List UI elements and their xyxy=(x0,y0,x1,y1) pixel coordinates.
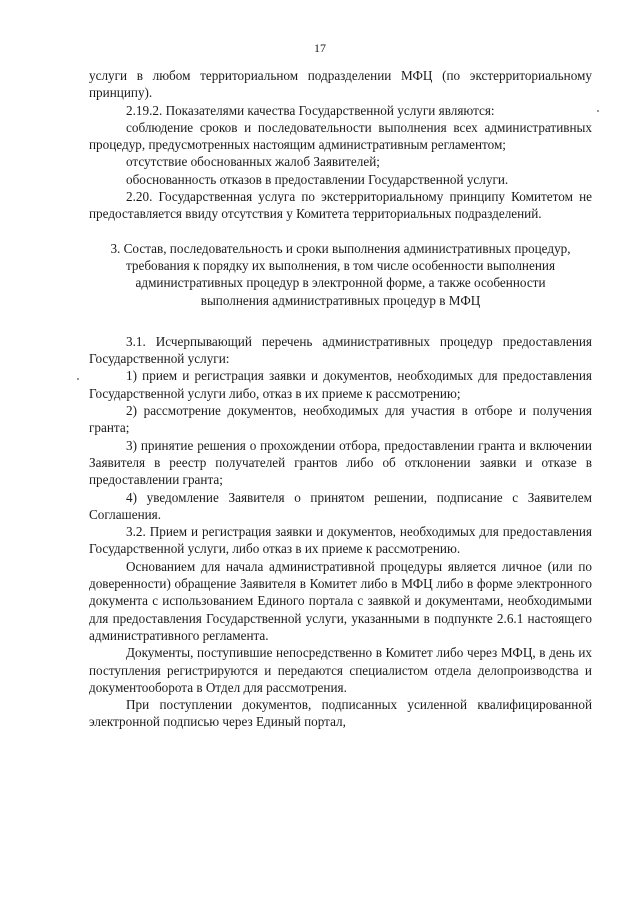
section-heading: 3. Состав, последовательность и сроки выполнения административных процедур, требования к порядку их выполнения, в том числе особенности выполнения административных процедур в электронной форме, а также особенности выполнения административных процедур в МФЦ xyxy=(110,240,571,308)
page-number: 17 xyxy=(314,41,326,55)
list-item-1: 1) прием и регистрация заявки и документов, необходимых для предоставления Государственной услуги либо, отказ в их приеме к рассмотрению; xyxy=(89,368,592,401)
paragraph-no-complaints: отсутствие обоснованных жалоб Заявителей; xyxy=(126,154,380,170)
paragraph-grounds: Основанием для начала административной процедуры является личное (или по доверенности) обращение Заявителя в Комитет либо в МФЦ либо в форме электронного документа с использованием Единого портала с заявкой и документами, необходимыми для предоставления Государственной услуги, указанными в подпункте 2.6.1 настоящего административного регламента. xyxy=(89,558,592,643)
list-item-4: 4) уведомление Заявителя о принятом решении, подписание с Заявителем Соглашения. xyxy=(89,489,592,522)
scan-speck xyxy=(597,110,599,112)
list-item-2: 2) рассмотрение документов, необходимых для участия в отборе и получения гранта; xyxy=(89,403,592,436)
paragraph-2-20: 2.20. Государственная услуга по экстерриториальному принципу Комитетом не предоставляется ввиду отсутствия у Комитета территориальных подразделений. xyxy=(89,189,592,222)
paragraph-3-2: 3.2. Прием и регистрация заявки и документов, необходимых для предоставления Государственной услуги, либо отказ в их приеме к рассмотрению. xyxy=(89,524,592,557)
paragraph-refusals: обоснованность отказов в предоставлении Государственной услуги. xyxy=(126,171,509,187)
paragraph-quality-indicators: 2.19.2. Показателями качества Государственной услуги являются: xyxy=(126,102,495,118)
paragraph-deadlines: соблюдение сроков и последовательности выполнения всех административных процедур, предусмотренных настоящим административным регламентом; xyxy=(89,119,592,153)
paragraph-electronic-signature: При поступлении документов, подписанных усиленной квалифицированной электронной подписью через Единый портал, xyxy=(89,697,592,730)
paragraph-documents: Документы, поступившие непосредственно в Комитет либо через МФЦ, в день их поступления регистрируются и передаются специалистом отдела делопроизводства и документооборота в Отдел для рассмотрения. xyxy=(89,645,592,695)
paragraph-continuation: услуги в любом территориальном подразделении МФЦ (по экстерриториальному принципу). xyxy=(89,68,592,101)
scan-speck xyxy=(77,378,79,380)
list-item-3: 3) принятие решения о прохождении отбора, предоставлении гранта и включении Заявителя в реестр получателей грантов либо об отклонении заявки и отказе в предоставлении гранта; xyxy=(89,437,592,488)
document-body xyxy=(89,67,592,731)
paragraph-3-1: 3.1. Исчерпывающий перечень административных процедур предоставления Государственной услуги: xyxy=(89,333,592,367)
